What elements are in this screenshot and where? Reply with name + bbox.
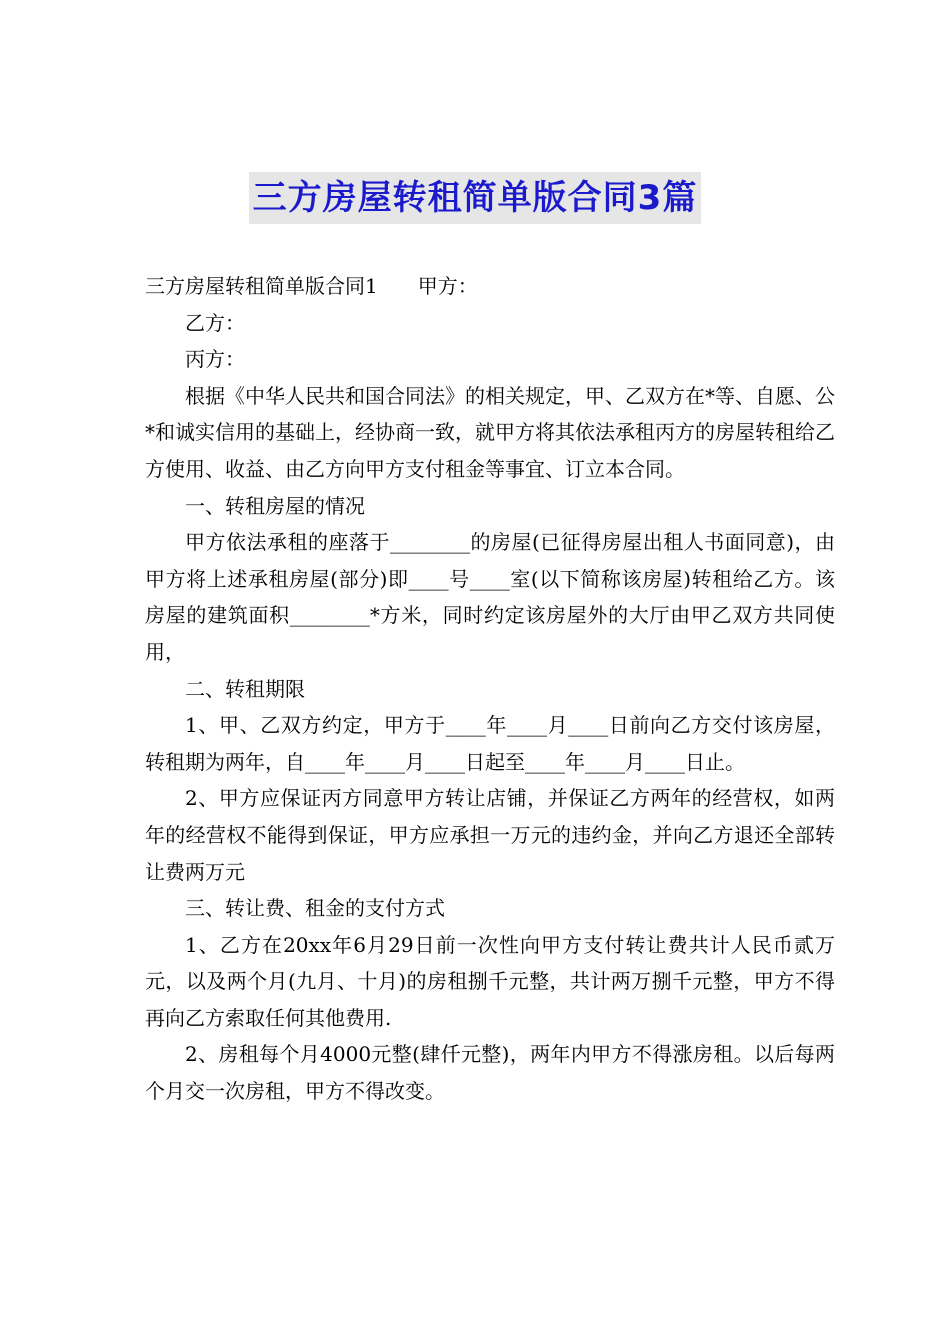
section-heading-property: 一、转租房屋的情况	[185, 493, 365, 518]
paragraph-preamble: 根据《中华人民共和国合同法》的相关规定，甲、乙双方在*等、自愿、公*和诚实信用的基础上，经协商一致，就甲方将其依法承租丙方的房屋转租给乙方使用、收益、由乙方向甲方支付租金等事宜、订立本合同。	[145, 383, 835, 481]
paragraph-payment-2: 2、房租每个月4000元整(肆仟元整)，两年内甲方不得涨房租。以后每两个月交一次房租，甲方不得改变。	[145, 1042, 835, 1104]
paragraph-party-c: 丙方：	[185, 347, 245, 372]
paragraph-heading-party-a: 三方房屋转租简单版合同1 甲方：	[145, 274, 478, 298]
paragraph-payment-1: 1、乙方在20xx年6月29日前一次性向甲方支付转让费共计人民币贰万元，以及两个月(九月、十月)的房租捌千元整，共计两万捌千元整，甲方不得再向乙方索取任何其他费用.	[145, 932, 835, 1030]
section-heading-payment: 三、转让费、租金的支付方式	[185, 896, 445, 921]
title-container	[0, 172, 950, 224]
section-heading-term: 二、转租期限	[185, 676, 305, 701]
paragraph-term-2: 2、甲方应保证丙方同意甲方转让店铺，并保证乙方两年的经营权，如两年的经营权不能得到保证，甲方应承担一万元的违约金，并向乙方退还全部转让费两万元	[145, 786, 835, 884]
document-title: 三方房屋转租简单版合同3篇	[249, 172, 702, 224]
paragraph-party-b: 乙方：	[185, 310, 245, 335]
paragraph-property-details: 甲方依法承租的座落于________的房屋(已征得房屋出租人书面同意)，由甲方将上述承租房屋(部分)即____号____室(以下简称该房屋)转租给乙方。该房屋的建筑面积________*方米，同时约定该房屋外的大厅由甲乙双方共同使用，	[145, 530, 835, 664]
paragraph-term-1: 1、甲、乙双方约定，甲方于____年____月____日前向乙方交付该房屋，转租期为两年，自____年____月____日起至____年____月____日止。	[145, 713, 835, 774]
document-body	[145, 268, 835, 1110]
